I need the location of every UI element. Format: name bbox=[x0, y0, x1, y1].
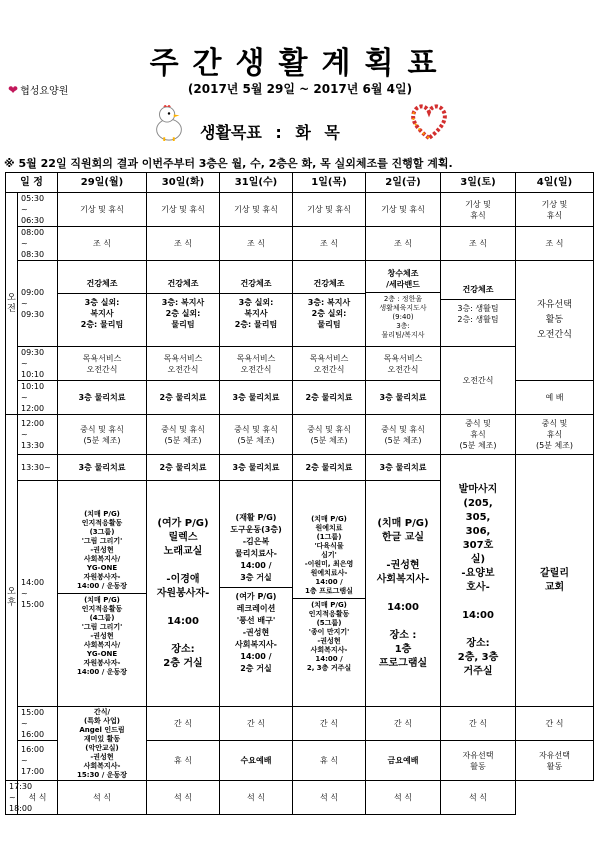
pm-label: 오 후 bbox=[6, 415, 18, 781]
schedule-cell: 오전간식 bbox=[441, 347, 516, 415]
schedule-cell: 중식 및 휴식 (5분 체조) bbox=[441, 415, 516, 455]
schedule-cell: 간 식 bbox=[147, 707, 220, 741]
schedule-cell: 목욕서비스 오전간식 bbox=[147, 347, 220, 381]
notice: ※ 5월 22일 직원회의 결과 이번주부터 3층은 월, 수, 2층은 화, 목 실외체조를 진행할 계획. bbox=[4, 157, 453, 170]
schedule-cell: 2층 물리치료 bbox=[293, 381, 366, 415]
table-row bbox=[6, 707, 594, 741]
schedule-cell: 중식 및 휴식 (5분 체조) bbox=[220, 415, 293, 455]
schedule-cell: 3층 물리치료 bbox=[220, 455, 293, 481]
header-row bbox=[6, 173, 594, 193]
time-cell: 13:30~ bbox=[18, 455, 58, 481]
schedule-cell: 3층 물리치료 bbox=[366, 381, 441, 415]
schedule-cell: 기상 및 휴식 bbox=[58, 193, 147, 227]
am-label: 오 전 bbox=[6, 193, 18, 415]
exercise-detail: 3층 실외: 복지사 2층: 물리팀 bbox=[80, 298, 124, 329]
table-row bbox=[6, 347, 594, 381]
table-row bbox=[6, 455, 594, 481]
table-row bbox=[6, 193, 594, 227]
table-row bbox=[6, 261, 594, 347]
header-day: 2일(금) bbox=[366, 173, 441, 193]
time-cell: 09:00 ~ 09:30 bbox=[18, 261, 58, 347]
weekly-schedule-table bbox=[5, 172, 594, 815]
schedule-cell: 기상 및 휴식 bbox=[147, 193, 220, 227]
page-title: 주간생활계획표 bbox=[149, 46, 451, 81]
exercise-detail: 3층: 복지사 2층 실외: 물리팀 bbox=[307, 298, 351, 329]
exercise-detail: 3층 실외: 복지사 2층: 물리팀 bbox=[234, 298, 278, 329]
exercise-title: 건강체조 bbox=[293, 274, 365, 294]
schedule-cell: 중식 및 휴식 (5분 체조) bbox=[147, 415, 220, 455]
schedule-cell: 자유선택 활동 bbox=[516, 741, 594, 781]
program-cell: (여가 P/G) 릴렉스 노래교실 -이경애 자원봉사자- 14:00 장소: 2층 거실 bbox=[147, 481, 220, 707]
schedule-cell: 중식 및 휴식 (5분 체조) bbox=[293, 415, 366, 455]
schedule-cell: 석 식 bbox=[147, 781, 220, 815]
schedule-cell: 기상 및 휴식 bbox=[220, 193, 293, 227]
schedule-cell: 휴 식 bbox=[147, 741, 220, 781]
header-day: 29일(월) bbox=[58, 173, 147, 193]
schedule-cell: 3층 물리치료 bbox=[58, 381, 147, 415]
program-cell: (여가 P/G) 레크레이션 '풍선 배구' -권성현 사회복지사- 14:00 / 2층 거실 bbox=[235, 592, 277, 673]
schedule-cell: 간식/ (특화 사업) Angel 인드림 재미있 활동 (악안교실) -권성현 사회복지사- 15:30 / 운동장 bbox=[58, 707, 147, 781]
logo-text: 협성요양원 bbox=[20, 86, 69, 97]
schedule-cell: 조 식 bbox=[366, 227, 441, 261]
schedule-cell: 2층 물리치료 bbox=[147, 381, 220, 415]
time-cell: 16:00 ~ 17:00 bbox=[18, 741, 58, 781]
program-cell: (치매 P/G) 한글 교실 -권성현 사회복지사- 14:00 장소 : 1층 프로그램실 bbox=[366, 481, 441, 707]
schedule-cell: 석 식 bbox=[220, 781, 293, 815]
table-row bbox=[6, 415, 594, 455]
schedule-cell: 2층 물리치료 bbox=[293, 455, 366, 481]
table-row bbox=[6, 227, 594, 261]
schedule-cell: 중식 및 휴식 (5분 체조) bbox=[366, 415, 441, 455]
schedule-cell: 간 식 bbox=[366, 707, 441, 741]
program-cell: (재활 P/G) 도구운동(3층) -김은복 물리치료사- 14:00 / 3층 거실 bbox=[220, 509, 292, 588]
exercise-title: 건강체조 bbox=[220, 274, 292, 294]
life-goal: 생활목표 : 화 목 bbox=[200, 123, 340, 142]
exercise-title: 창수체조 /세라밴드 bbox=[366, 266, 440, 293]
schedule-cell: 목욕서비스 오전간식 bbox=[58, 347, 147, 381]
header-day: 31일(수) bbox=[220, 173, 293, 193]
time-cell: 09:30 ~ 10:10 bbox=[18, 347, 58, 381]
schedule-cell: 3층 물리치료 bbox=[366, 455, 441, 481]
schedule-cell: 목욕서비스 오전간식 bbox=[366, 347, 441, 381]
exercise-detail: 2층 : 정한울 생활체육지도사 (9:40) 3층: 물리팀/복지사 bbox=[379, 294, 427, 339]
schedule-cell: 3층 물리치료 bbox=[58, 455, 147, 481]
time-cell: 10:10 ~ 12:00 bbox=[18, 381, 58, 415]
schedule-cell: 휴 식 bbox=[293, 741, 366, 781]
schedule-cell: 석 식 bbox=[58, 781, 147, 815]
exercise-detail: 3층: 생활팀 2층: 생활팀 bbox=[457, 303, 499, 324]
schedule-cell: 조 식 bbox=[293, 227, 366, 261]
schedule-cell: 목욕서비스 오전간식 bbox=[220, 347, 293, 381]
time-cell: 17:30 ~ 18:00 bbox=[6, 781, 18, 815]
schedule-cell: 석 식 bbox=[18, 781, 58, 815]
schedule-cell: 간 식 bbox=[516, 707, 594, 741]
schedule-cell: 조 식 bbox=[220, 227, 293, 261]
schedule-cell: 조 식 bbox=[147, 227, 220, 261]
header-day: 1일(목) bbox=[293, 173, 366, 193]
schedule-cell: 예 배 bbox=[516, 381, 594, 415]
schedule-cell: 기상 및 휴식 bbox=[293, 193, 366, 227]
header-day: 4일(일) bbox=[516, 173, 594, 193]
flower-heart-icon bbox=[408, 100, 450, 142]
time-cell: 12:00 ~ 13:30 bbox=[18, 415, 58, 455]
schedule-cell: 기상 및 휴식 bbox=[441, 193, 516, 227]
exercise-title: 건강체조 bbox=[58, 274, 146, 294]
schedule-cell: 석 식 bbox=[441, 781, 516, 815]
schedule-cell: 금요예배 bbox=[366, 741, 441, 781]
header-day: 30일(화) bbox=[147, 173, 220, 193]
schedule-cell: 목욕서비스 오전간식 bbox=[293, 347, 366, 381]
schedule-cell: 조 식 bbox=[516, 227, 594, 261]
schedule-cell: 조 식 bbox=[58, 227, 147, 261]
header-day: 3일(토) bbox=[441, 173, 516, 193]
schedule-cell: 중식 및 휴식 (5분 체조) bbox=[516, 415, 594, 455]
exercise-title: 건강체조 bbox=[147, 274, 219, 294]
program-cell: (치매 P/G) 원예치료 (1그룹) '다육식물 심기' -이원미, 최은영 원예치료사- 14:00 / 1층 프로그램실 bbox=[293, 513, 365, 599]
exercise-title: 건강체조 bbox=[441, 280, 515, 300]
program-cell: (치매 P/G) 인지적응활동 (3그룹) '그림 그리기' -권성현 사회복지사/ YG-ONE 자원봉사자- 14:00 / 운동장 bbox=[58, 508, 146, 594]
schedule-cell: 석 식 bbox=[293, 781, 366, 815]
program-cell: (치매 P/G) 인지적응활동 (4그룹) '그림 그리기' -권성현 사회복지사/ YG-ONE 자원봉사자- 14:00 / 운동장 bbox=[77, 596, 127, 676]
schedule-cell: 기상 및 휴식 bbox=[366, 193, 441, 227]
schedule-cell: 간 식 bbox=[220, 707, 293, 741]
table-row bbox=[6, 781, 594, 815]
time-cell: 14:00 ~ 15:00 bbox=[18, 481, 58, 707]
schedule-cell: 발마사지 (205, 305, 306, 307호 실) -요양보 호사- 14:00 장소: 2층, 3층 거주실 bbox=[441, 455, 516, 707]
period: (2017년 5월 29일 ~ 2017년 6월 4일) bbox=[187, 82, 413, 96]
schedule-cell: 간 식 bbox=[441, 707, 516, 741]
header-schedule: 일 정 bbox=[6, 173, 58, 193]
time-cell: 15:00 ~ 16:00 bbox=[18, 707, 58, 741]
exercise-detail: 3층: 복지사 2층 실외: 물리팀 bbox=[161, 298, 205, 329]
schedule-cell: 기상 및 휴식 bbox=[516, 193, 594, 227]
schedule-cell: 3층 물리치료 bbox=[220, 381, 293, 415]
schedule-cell: 석 식 bbox=[366, 781, 441, 815]
schedule-cell: 수요예배 bbox=[220, 741, 293, 781]
schedule-cell: 자유선택 활동 bbox=[441, 741, 516, 781]
heart-logo-icon: ❤ bbox=[8, 82, 19, 97]
schedule-cell: 자유선택 활동 오전간식 bbox=[516, 261, 594, 381]
program-cell: (치매 P/G) 인지적응활동 (5그룹) '종이 만지기' -권성현 사회복지사- 14:00 / 2, 3층 거주실 bbox=[306, 600, 352, 672]
schedule-cell: 조 식 bbox=[441, 227, 516, 261]
chicken-icon bbox=[150, 103, 188, 143]
time-cell: 08:00 ~ 08:30 bbox=[18, 227, 58, 261]
schedule-cell: 갈릴리 교회 bbox=[516, 455, 594, 707]
schedule-cell: 2층 물리치료 bbox=[147, 455, 220, 481]
schedule-cell: 간 식 bbox=[293, 707, 366, 741]
schedule-cell: 중식 및 휴식 (5분 체조) bbox=[58, 415, 147, 455]
time-cell: 05:30 ~ 06:30 bbox=[18, 193, 58, 227]
